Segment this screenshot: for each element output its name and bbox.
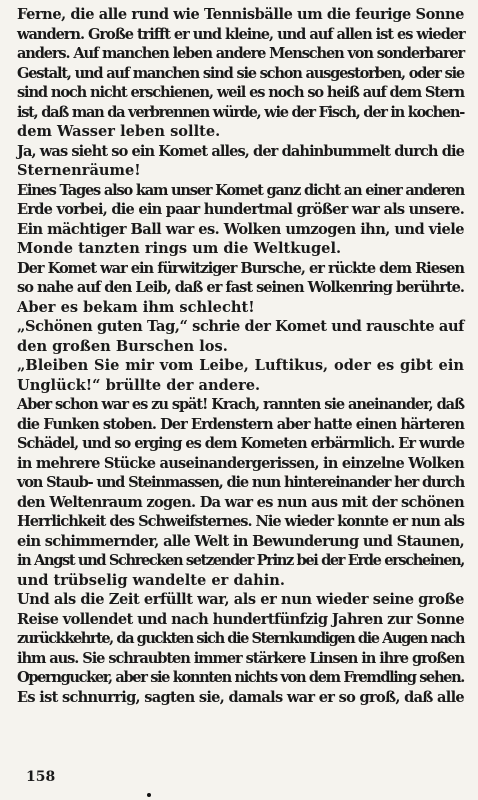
- text-line: ist, daß man da verbrennen würde, wie der Fisch, der in kochen-: [17, 103, 464, 121]
- text-line: Schädel, und so erging es dem Kometen erbärmlich. Er wurde: [17, 435, 464, 452]
- text-line: Sternenräume!: [17, 162, 141, 179]
- text-line: Und als die Zeit erfüllt war, als er nun wieder seine große: [17, 591, 464, 608]
- text-line: Der Komet war ein fürwitziger Bursche, er rückte dem Riesen: [17, 259, 464, 277]
- text-line: Herrlichkeit des Schweifsternes. Nie wieder konnte er nun als: [17, 513, 464, 530]
- text-line: den Weltenraum zogen. Da war es nun aus mit der schönen: [17, 493, 464, 511]
- text-line: Reise vollendet und nach hundertfünfzig Jahren zur Sonne: [17, 610, 465, 628]
- text-line: „Bleiben Sie mir vom Leibe, Luftikus, oder es gibt ein: [17, 357, 464, 374]
- text-line: Ferne, die alle rund wie Tennisbälle um die feurige Sonne: [17, 6, 464, 23]
- text-line: den großen Burschen los.: [17, 337, 228, 355]
- text-line: Es ist schnurrig, sagten sie, damals war er so groß, daß alle: [17, 688, 464, 706]
- text-line: Ein mächtiger Ball war es. Wolken umzogen ihn, und viele: [17, 220, 464, 238]
- text-line: Monde tanzten rings um die Weltkugel.: [17, 240, 342, 257]
- text-line: Gestalt, und auf manchen sind sie schon ausgestorben, oder sie: [17, 64, 464, 82]
- text-line: anders. Auf manchen leben andere Menschen von sonderbarer: [17, 45, 464, 62]
- print-speck: [147, 793, 151, 797]
- text-line: Aber schon war es zu spät! Krach, rannten sie aneinander, daß: [17, 396, 464, 413]
- text-line: Unglück!“ brüllte der andere.: [17, 376, 261, 394]
- text-line: wandern. Große trifft er und kleine, und auf allen ist es wieder: [17, 25, 465, 43]
- text-line: von Staub- und Steinmassen, die nun hintereinander her durch: [17, 474, 464, 491]
- book-page-text: [17, 5, 464, 707]
- text-line: sind noch nicht erschienen, weil es noch so heiß auf dem Stern: [17, 84, 464, 101]
- text-line: „Schönen guten Tag,“ schrie der Komet und rauschte auf: [17, 318, 464, 335]
- text-line: Eines Tages also kam unser Komet ganz dicht an einer anderen: [17, 181, 464, 199]
- text-line: die Funken stoben. Der Erdenstern aber hatte einen härteren: [17, 415, 464, 433]
- page-number: 158: [26, 769, 56, 785]
- text-line: Operngucker, aber sie konnten nichts von dem Fremdling sehen.: [17, 669, 464, 686]
- text-line: Ja, was sieht so ein Komet alles, der dahinbummelt durch die: [17, 142, 464, 160]
- text-line: in mehrere Stücke auseinandergerissen, in einzelne Wolken: [17, 454, 464, 472]
- text-line: Aber es bekam ihm schlecht!: [17, 298, 255, 316]
- text-line: zurückkehrte, da guckten sich die Sternkundigen die Augen nach: [17, 630, 464, 647]
- text-line: Erde vorbei, die ein paar hundertmal größer war als unsere.: [17, 201, 464, 218]
- text-line: ihm aus. Sie schraubten immer stärkere Linsen in ihre großen: [17, 649, 464, 667]
- text-line: dem Wasser leben sollte.: [17, 123, 221, 140]
- text-line: und trübselig wandelte er dahin.: [17, 571, 285, 589]
- text-line: so nahe auf den Leib, daß er fast seinen Wolkenring berührte.: [17, 279, 464, 296]
- text-line: ein schimmernder, alle Welt in Bewunderung und Staunen,: [17, 532, 464, 550]
- text-line: in Angst und Schrecken setzender Prinz bei der Erde erscheinen,: [17, 552, 464, 569]
